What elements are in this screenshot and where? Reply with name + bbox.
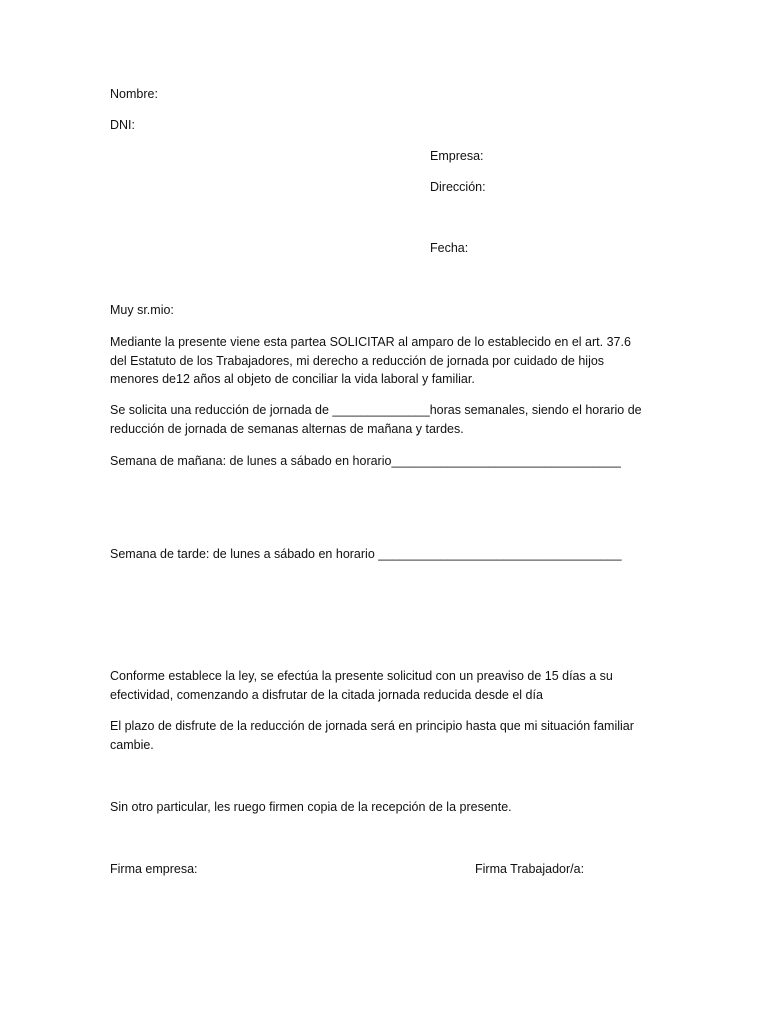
- notice-line: Conforme establece la ley, se efectúa la presente solicitud con un preaviso de 15 días a su: [110, 669, 613, 683]
- intro-line: Mediante la presente viene esta partea SOLICITAR al amparo de lo establecido en el art. 37.6: [110, 335, 631, 349]
- empresa-label: Empresa:: [430, 149, 484, 163]
- intro-paragraph: [110, 333, 670, 389]
- nombre-label: Nombre:: [110, 87, 158, 101]
- duration-line: cambie.: [110, 737, 154, 752]
- fecha-label: Fecha:: [430, 241, 469, 255]
- company-signature-label: Firma empresa:: [110, 862, 198, 876]
- notice-paragraph: [110, 667, 670, 704]
- afternoon-week-line: Semana de tarde: de lunes a sábado en horario ___________________________________: [110, 547, 622, 561]
- reduction-line: reducción de jornada de semanas alternas de mañana y tardes.: [110, 421, 464, 436]
- duration-paragraph: [110, 717, 670, 754]
- notice-line: efectividad, comenzando a disfrutar de la citada jornada reducida desde el día: [110, 687, 543, 702]
- duration-line: El plazo de disfrute de la reducción de jornada será en principio hasta que mi situación familiar: [110, 719, 634, 733]
- intro-line: del Estatuto de los Trabajadores, mi derecho a reducción de jornada por cuidado de hijos: [110, 353, 605, 368]
- morning-week-line: Semana de mañana: de lunes a sábado en horario_________________________________: [110, 454, 621, 468]
- closing-line: Sin otro particular, les ruego firmen copia de la recepción de la presente.: [110, 800, 512, 814]
- dni-label: DNI:: [110, 118, 135, 132]
- reduction-paragraph: [110, 401, 670, 438]
- salutation: Muy sr.mio:: [110, 303, 174, 317]
- direccion-label: Dirección:: [430, 180, 486, 194]
- intro-line: menores de12 años al objeto de conciliar la vida laboral y familiar.: [110, 372, 475, 386]
- worker-signature-label: Firma Trabajador/a:: [475, 862, 585, 876]
- reduction-line: Se solicita una reducción de jornada de ______________horas semanales, siendo el horario de: [110, 403, 642, 417]
